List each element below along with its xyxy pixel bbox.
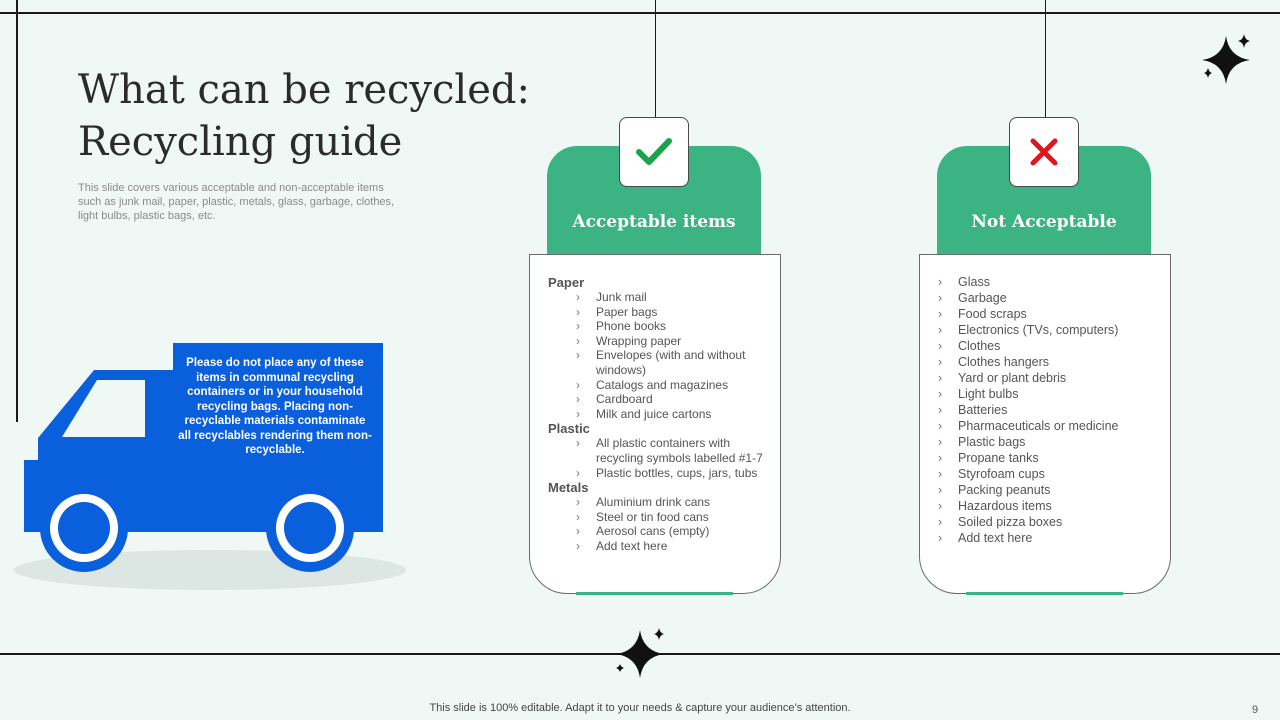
- list-item: › Milk and juice cartons: [576, 407, 772, 422]
- cross-icon: [1029, 137, 1059, 167]
- category-list: [576, 495, 772, 553]
- not-acceptable-header-label: Not Acceptable: [971, 212, 1117, 232]
- list-item: › Paper bags: [576, 305, 772, 320]
- list-item: › Junk mail: [576, 290, 772, 305]
- category-heading: Plastic: [548, 421, 590, 437]
- category-heading: Paper: [548, 275, 585, 290]
- list-item: › Soiled pizza boxes: [938, 514, 1162, 530]
- top-border-line: [0, 12, 1280, 14]
- list-item: › Electronics (TVs, computers): [938, 322, 1162, 338]
- list-item: › Yard or plant debris: [938, 370, 1162, 386]
- list-item: › Pharmaceuticals or medicine: [938, 418, 1162, 434]
- list-item: › Envelopes (with and without windows): [576, 348, 772, 377]
- list-item: › Aluminium drink cans: [576, 495, 772, 510]
- footer-note: This slide is 100% editable. Adapt it to your needs & capture your audience’s attention.: [429, 702, 851, 714]
- acceptable-header-label: Acceptable items: [572, 212, 736, 232]
- list-item: › Catalogs and magazines: [576, 378, 772, 393]
- list-item: › Food scraps: [938, 306, 1162, 322]
- not-acceptable-card-bar: [966, 592, 1123, 595]
- list-item: › Plastic bottles, cups, jars, tubs: [576, 466, 772, 481]
- not-acceptable-card-body: [919, 254, 1171, 594]
- list-item: › Add text here: [938, 530, 1162, 546]
- title-line-1: What can be recycled:: [78, 67, 530, 113]
- list-item: › Cardboard: [576, 392, 772, 407]
- category-list: [576, 290, 772, 421]
- acceptable-card-bar: [576, 592, 733, 595]
- acceptable-card-body: [529, 254, 781, 594]
- check-icon: [636, 137, 672, 167]
- list-item: › Phone books: [576, 319, 772, 334]
- list-item: › Wrapping paper: [576, 334, 772, 349]
- list-item: › Add text here: [576, 539, 772, 554]
- list-item: › Plastic bags: [938, 434, 1162, 450]
- list-item: › Garbage: [938, 290, 1162, 306]
- not-acceptable-list: [938, 274, 1162, 546]
- category-list: [576, 436, 772, 480]
- list-item: › Clothes: [938, 338, 1162, 354]
- sparkle-icon-top-right: [1198, 32, 1254, 88]
- list-item: › Packing peanuts: [938, 482, 1162, 498]
- sparkle-icon-bottom: [614, 626, 670, 682]
- list-item: › Styrofoam cups: [938, 466, 1162, 482]
- list-item: › All plastic containers with recycling symbols labelled #1-7: [576, 436, 772, 465]
- page-number: 9: [1252, 704, 1259, 716]
- slide-description: This slide covers various acceptable and non-acceptable items such as junk mail, paper, plastic, metals, glass, garbage, clothes, light bulbs, plastic bags, etc.: [78, 182, 395, 222]
- acceptable-hanger-line: [655, 0, 656, 118]
- list-item: › Aerosol cans (empty): [576, 524, 772, 539]
- list-item: › Propane tanks: [938, 450, 1162, 466]
- category-heading: Metals: [548, 480, 589, 496]
- not-acceptable-hanger-line: [1045, 0, 1046, 118]
- list-item: › Batteries: [938, 402, 1162, 418]
- list-item: › Glass: [938, 274, 1162, 290]
- truck-warning-text: Please do not place any of these items in communal recycling containers or in your household recycling bags. Placing non-recyclable materials contaminate all recyclables rendering them non-recyclable.: [178, 357, 372, 456]
- acceptable-list: [548, 275, 772, 554]
- title-line-2: Recycling guide: [78, 119, 403, 165]
- list-item: › Clothes hangers: [938, 354, 1162, 370]
- not-acceptable-icon-box: [1009, 117, 1079, 187]
- list-item: › Light bulbs: [938, 386, 1162, 402]
- acceptable-icon-box: [619, 117, 689, 187]
- list-item: › Hazardous items: [938, 498, 1162, 514]
- page-title: [78, 64, 538, 168]
- list-item: › Steel or tin food cans: [576, 510, 772, 525]
